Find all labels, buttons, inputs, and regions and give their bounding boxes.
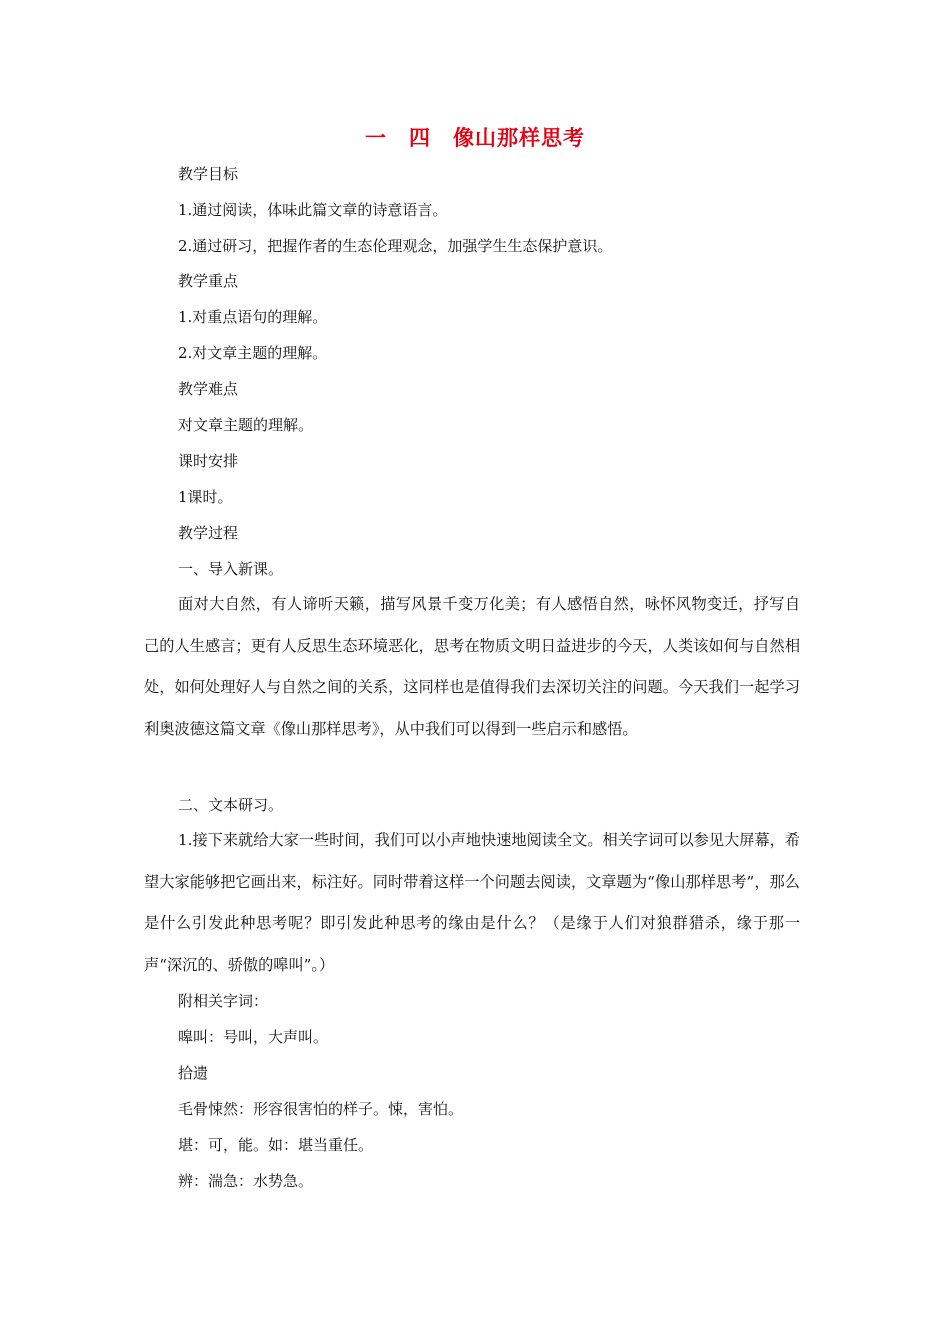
vocab-item-2: 拾遗 bbox=[178, 1064, 209, 1082]
difficulty-item-1: 对文章主题的理解。 bbox=[178, 416, 314, 434]
title-text: 像山那样思考 bbox=[453, 126, 585, 150]
process-heading: 教学过程 bbox=[178, 524, 239, 542]
focus-heading: 教学重点 bbox=[178, 272, 239, 290]
intro-paragraph: 面对大自然，有人谛听天籁，描写风景千变万化美；有人感悟自然，咏怀风物变迁，抒写自己的人生感言；更有人反思生态环境恶化，思考在物质文明日益进步的今天，人类该如何与自然相处，如何处理好人与自然之间的关系，这同样也是值得我们去深切关注的问题。今天我们一起学习利奥波德这篇文章《像山那样思考》，从中我们可以得到一些启示和感悟。 bbox=[144, 595, 800, 738]
goal-item-1: 1.通过阅读，体味此篇文章的诗意语言。 bbox=[178, 201, 448, 219]
focus-item-2: 2.对文章主题的理解。 bbox=[178, 344, 328, 362]
goals-heading: 教学目标 bbox=[178, 165, 239, 183]
goal-item-2: 2.通过研习，把握作者的生态伦理观念，加强学生生态保护意识。 bbox=[178, 237, 613, 255]
page-title bbox=[0, 122, 950, 152]
vocab-item-4: 堪：可，能。如：堪当重任。 bbox=[178, 1136, 374, 1154]
step-1-heading: 一、导入新课。 bbox=[178, 560, 284, 578]
schedule-item-1: 1课时。 bbox=[178, 488, 233, 506]
vocab-item-1: 嗥叫：号叫，大声叫。 bbox=[178, 1028, 329, 1046]
study-paragraph: 1.接下来就给大家一些时间，我们可以小声地快速地阅读全文。相关字词可以参见大屏幕，希望大家能够把它画出来，标注好。同时带着这样一个问题去阅读，文章题为“像山那样思考”，那么是什么引发此种思考呢？即引发此种思考的缘由是什么？（是缘于人们对狼群猎杀，缘于那一声“深沉的、骄傲的嗥叫”。） bbox=[144, 831, 800, 974]
schedule-heading: 课时安排 bbox=[178, 452, 239, 470]
step-2-heading: 二、文本研习。 bbox=[178, 796, 284, 814]
vocab-heading: 附相关字词： bbox=[178, 992, 269, 1010]
focus-item-1: 1.对重点语句的理解。 bbox=[178, 308, 328, 326]
difficulty-heading: 教学难点 bbox=[178, 380, 239, 398]
title-number-2: 四 bbox=[409, 126, 431, 150]
title-number-1: 一 bbox=[365, 126, 387, 150]
vocab-item-5: 辨：湍急：水势急。 bbox=[178, 1172, 314, 1190]
vocab-item-3: 毛骨悚然：形容很害怕的样子。悚，害怕。 bbox=[178, 1100, 464, 1118]
